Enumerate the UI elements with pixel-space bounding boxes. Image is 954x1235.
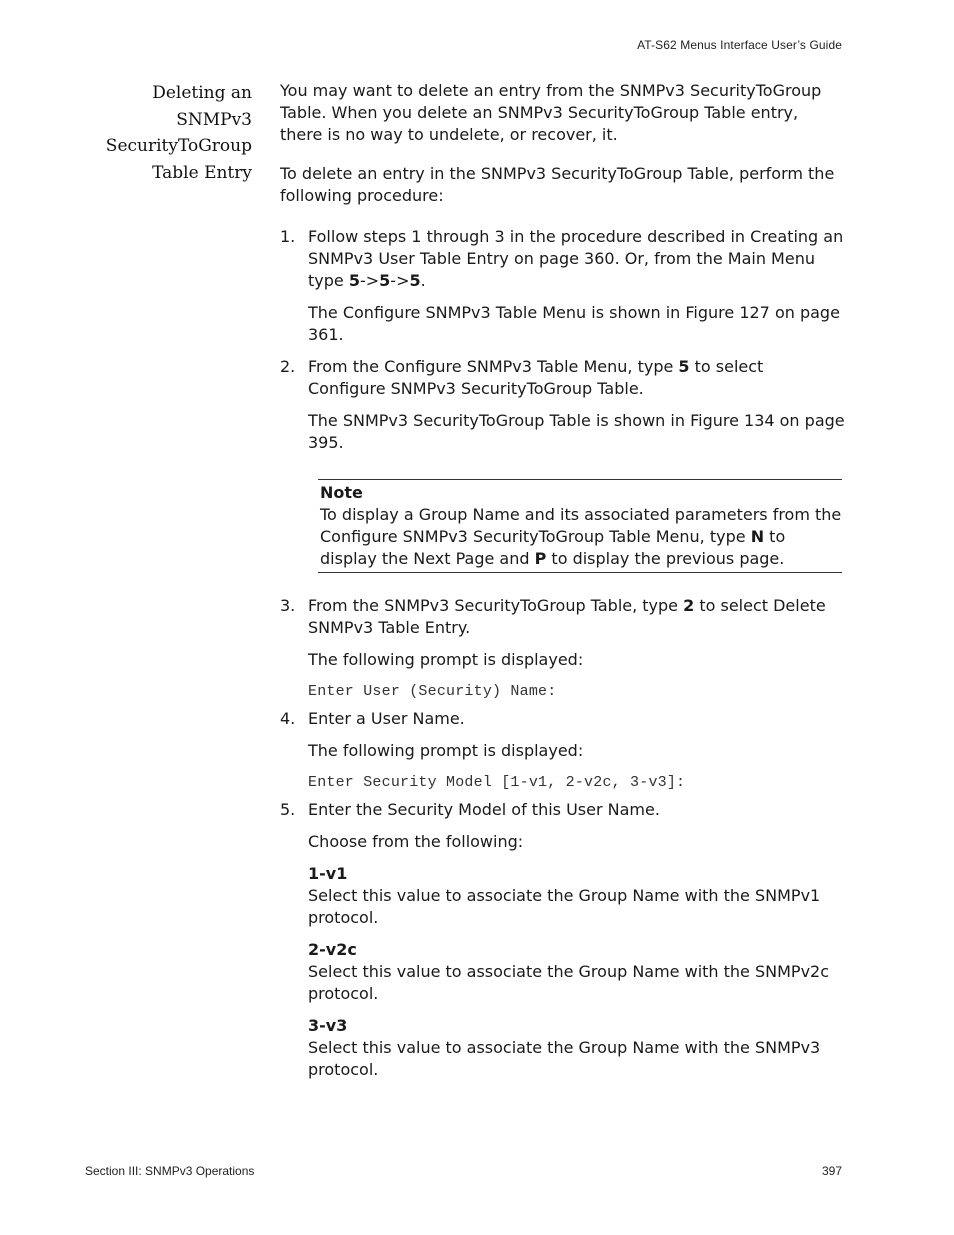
prompt-text: Enter Security Model [1-v1, 2-v2c, 3-v3]: [308, 774, 686, 791]
note-box [318, 479, 842, 573]
prompt-text: Enter User (Security) Name: [308, 683, 557, 700]
step-note: The following prompt is displayed: [308, 741, 584, 760]
key-p: P [534, 549, 547, 568]
arrow: -> [359, 271, 380, 290]
page-number: 397 [821, 1164, 842, 1178]
step-number: 1. [280, 227, 296, 246]
note-text-post: to display the previous page. [546, 549, 785, 568]
arrow: -> [390, 271, 410, 290]
step-text: Enter the Security Model of this User Name. [308, 800, 660, 819]
note-text-pre: To display a Group Name and its associated parameters from the Configure SNMPv3 SecurityToGroup Table Menu, type [320, 505, 842, 546]
section-heading-line: Table Entry [152, 162, 252, 183]
procedure-intro: To delete an entry in the SNMPv3 SecurityToGroup Table, perform the following procedure: [280, 164, 835, 205]
option-description: Select this value to associate the Group Name with the SNMPv1 protocol. [308, 886, 821, 927]
option-title: 3-v3 [308, 1016, 348, 1035]
option-description: Select this value to associate the Group Name with the SNMPv3 protocol. [308, 1038, 821, 1079]
step-note: The SNMPv3 SecurityToGroup Table is shown in Figure 134 on page 395. [308, 411, 845, 452]
key-5: 5 [409, 271, 421, 290]
period: . [420, 271, 426, 290]
step-text-post: to select Configure SNMPv3 SecurityToGroup Table. [308, 357, 764, 398]
step-note: The following prompt is displayed: [308, 650, 584, 669]
option-description: Select this value to associate the Group Name with the SNMPv2c protocol. [308, 962, 830, 1003]
option-title: 2-v2c [308, 940, 357, 959]
step-text [308, 595, 845, 639]
key-5: 5 [678, 357, 690, 376]
step-5 [280, 799, 845, 1081]
step-1 [280, 226, 845, 346]
step-note: The Configure SNMPv3 Table Menu is shown in Figure 127 on page 361. [308, 303, 840, 344]
key-n: N [750, 527, 765, 546]
step-number: 4. [280, 709, 296, 728]
note-title: Note [320, 483, 363, 502]
intro-paragraph: You may want to delete an entry from the SNMPv3 SecurityToGroup Table. When you delete an SNMPv3 SecurityToGroup Table entry, there is no way to undelete, or recover, it. [280, 81, 822, 144]
step-text-pre: From the SNMPv3 SecurityToGroup Table, type [308, 596, 684, 615]
running-header: AT-S62 Menus Interface User’s Guide [637, 38, 842, 52]
step-note: Choose from the following: [308, 832, 524, 851]
section-heading-line: SecurityToGroup [105, 136, 252, 156]
step-text-post: to select Delete SNMPv3 Table Entry. [308, 596, 826, 637]
section-heading [60, 80, 252, 186]
step-number: 5. [280, 800, 296, 819]
step-2 [280, 356, 845, 454]
step-number: 2. [280, 357, 296, 376]
step-text-pre: From the Configure SNMPv3 Table Menu, type [308, 357, 679, 376]
step-text: Enter a User Name. [308, 709, 465, 728]
step-text [308, 226, 845, 292]
step-text [308, 356, 845, 400]
step-4 [280, 708, 845, 794]
section-heading-line: SNMPv3 [176, 109, 252, 130]
step-text-body: Follow steps 1 through 3 in the procedure described in Creating an SNMPv3 User Table Entry on page 360. Or, from the Main Menu type [308, 227, 844, 290]
key-5: 5 [348, 271, 360, 290]
note-text-mid: to display the Next Page and [320, 527, 786, 568]
section-heading-line: Deleting an [152, 83, 252, 103]
footer-section: Section III: SNMPv3 Operations [85, 1164, 255, 1178]
step-3 [280, 595, 845, 703]
option-title: 1-v1 [308, 864, 348, 883]
step-number: 3. [280, 596, 296, 615]
main-content [280, 80, 845, 1081]
key-5: 5 [379, 271, 391, 290]
key-2: 2 [683, 596, 695, 615]
note-text [320, 504, 842, 570]
